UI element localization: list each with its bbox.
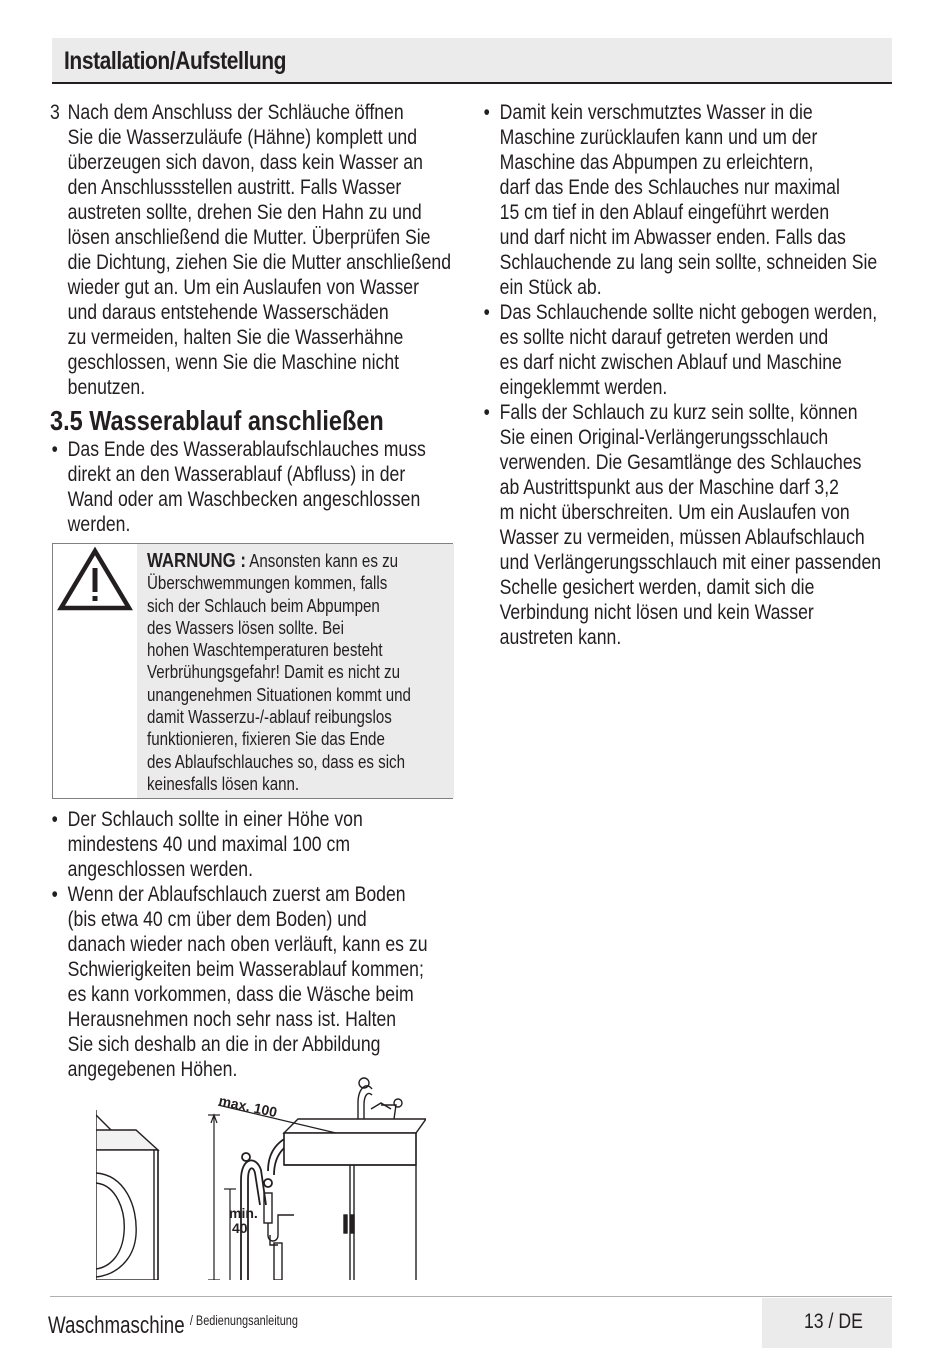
siphon-drawing xyxy=(264,1193,294,1280)
washing-machine-drawing xyxy=(96,1130,158,1280)
section-header-title: Installation/Aufstellung xyxy=(64,47,287,75)
text-line: überzeugen sich davon, dass kein Wasser an xyxy=(67,151,423,174)
text-line: Schwierigkeiten beim Wasserablauf kommen; xyxy=(67,958,424,981)
footer-subtitle: / Bedienungsanleitung xyxy=(189,1312,298,1328)
bullet-dot: • xyxy=(51,438,58,461)
warning-triangle-icon xyxy=(53,544,137,624)
text-line: Schlauchende zu lang sein sollte, schneiden Sie xyxy=(499,251,878,274)
bullet-item xyxy=(482,300,878,400)
step-3 xyxy=(50,100,452,400)
page-number-box xyxy=(762,1298,892,1348)
text-line: Damit kein verschmutztes Wasser in die xyxy=(499,101,813,124)
section-header xyxy=(52,38,892,84)
text-line: direkt an den Wasserablauf (Abfluss) in der xyxy=(67,463,406,486)
text-line: m nicht überschreiten. Um ein Auslaufen von xyxy=(499,501,850,524)
text-line: Verbrühungsgefahr! Damit es nicht zu xyxy=(147,662,400,683)
text-line: des Ablaufschlauches so, dass es sich xyxy=(147,751,406,772)
min-height-value: 40 xyxy=(232,1220,248,1236)
bullet-item xyxy=(50,882,428,1082)
text-line: geschlossen, wenn Sie die Maschine nicht xyxy=(67,351,400,374)
text-line: Sie die Wasserzuläufe (Hähne) komplett und xyxy=(67,126,418,149)
text-line: Falls der Schlauch zu kurz sein sollte, können xyxy=(499,401,858,424)
text-line: Nach dem Anschluss der Schläuche öffnen xyxy=(67,101,404,124)
text-line: sich der Schlauch beim Abpumpen xyxy=(147,595,380,616)
bullet-item xyxy=(50,807,390,882)
text-line: Maschine das Abpumpen zu erleichtern, xyxy=(499,151,814,174)
bullet-item xyxy=(482,400,882,650)
text-line: Sie sich deshalb an die in der Abbildung xyxy=(67,1033,381,1056)
text-line: funktionieren, fixieren Sie das Ende xyxy=(147,729,385,750)
text-line: damit Wasserzu-/-ablauf reibungslos xyxy=(147,707,392,728)
text-line: Schelle gesichert werden, damit sich die xyxy=(499,576,815,599)
step-3-text xyxy=(67,100,452,400)
text-line: und Verlängerungsschlauch mit einer passenden xyxy=(499,551,882,574)
text-line: eingeklemmt werden. xyxy=(499,376,668,399)
max-height-label: max. 100 xyxy=(217,1092,279,1121)
text-line: ein Stück ab. xyxy=(499,276,602,299)
text-line: ab Austrittspunkt aus der Maschine darf 3,2 xyxy=(499,476,839,499)
text-line: die Dichtung, ziehen Sie die Mutter anschließend xyxy=(67,251,452,274)
page-number: 13 / DE xyxy=(804,1310,863,1333)
text-line: den Anschlussstellen austritt. Falls Wasser xyxy=(67,176,402,199)
text-line: lösen anschließend die Mutter. Überprüfen Sie xyxy=(67,226,431,249)
text-line: angegebenen Höhen. xyxy=(67,1058,238,1081)
text-line: Maschine zurücklaufen kann und um der xyxy=(499,126,818,149)
warning-text-area xyxy=(137,544,454,798)
text-line: Das Schlauchende sollte nicht gebogen werden, xyxy=(499,301,878,324)
text-line: angeschlossen werden. xyxy=(67,858,253,881)
text-line: hohen Waschtemperaturen besteht xyxy=(147,640,383,661)
warning-first-line xyxy=(147,550,405,572)
text-line: und darf nicht im Abwasser enden. Falls das xyxy=(499,226,846,249)
bullet-dot: • xyxy=(51,883,58,906)
text-line: Verbindung nicht lösen und kein Wasser xyxy=(499,601,814,624)
text-line: (bis etwa 40 cm über dem Boden) und xyxy=(67,908,367,931)
text-line: Sie einen Original-Verlängerungsschlauch xyxy=(499,426,829,449)
footer-title: Waschmaschine xyxy=(48,1312,185,1339)
text-line: Ansonsten kann es zu xyxy=(249,551,399,571)
drain-hose-illustration xyxy=(96,1075,426,1280)
text-line: Das Ende des Wasserablaufschlauches muss xyxy=(67,438,426,461)
text-line: unangenehmen Situationen kommt und xyxy=(147,684,411,705)
footer-document-title xyxy=(48,1312,298,1348)
left-column xyxy=(50,100,455,1082)
text-line: des Wassers lösen sollte. Bei xyxy=(147,617,344,638)
warning-label: WARNUNG : xyxy=(147,550,246,572)
text-line: wieder gut an. Um ein Auslaufen von Wasser xyxy=(67,276,419,299)
text-line: Wasser zu vermeiden, müssen Ablaufschlauch xyxy=(499,526,865,549)
warning-icon-area xyxy=(53,544,137,798)
right-column xyxy=(482,100,897,650)
warning-text xyxy=(147,550,411,795)
text-line: Überschwemmungen kommen, falls xyxy=(147,573,388,594)
section-heading: 3.5 Wasserablauf anschließen xyxy=(50,405,384,436)
text-line: werden. xyxy=(67,513,131,536)
tap-drawing xyxy=(358,1078,402,1119)
bullet-dot: • xyxy=(51,808,58,831)
min-height-label: min. xyxy=(229,1205,258,1221)
text-line: und daraus entstehende Wasserschäden xyxy=(67,301,389,324)
text-line: danach wieder nach oben verläuft, kann es zu xyxy=(67,933,428,956)
text-line: mindestens 40 und maximal 100 cm xyxy=(67,833,351,856)
text-line: keinesfalls lösen kann. xyxy=(147,773,300,794)
sink-drawing xyxy=(284,1119,426,1280)
bullet-dot: • xyxy=(483,301,490,324)
text-line: es kann vorkommen, dass die Wäsche beim xyxy=(67,983,414,1006)
text-line: austreten kann. xyxy=(499,626,622,649)
step-number: 3 xyxy=(50,101,60,124)
text-line: Herausnehmen noch sehr nass ist. Halten xyxy=(67,1008,397,1031)
bullet-item xyxy=(50,437,426,537)
text-line: es darf nicht zwischen Ablauf und Maschine xyxy=(499,351,842,374)
text-line: benutzen. xyxy=(67,376,146,399)
text-line: verwenden. Die Gesamtlänge des Schlauches xyxy=(499,451,862,474)
bullet-dot: • xyxy=(483,401,490,424)
warning-box xyxy=(52,543,453,799)
text-line: Der Schlauch sollte in einer Höhe von xyxy=(67,808,363,831)
text-line: Wenn der Ablaufschlauch zuerst am Boden xyxy=(67,883,406,906)
text-line: zu vermeiden, halten Sie die Wasserhähne xyxy=(67,326,404,349)
bullet-dot: • xyxy=(483,101,490,124)
text-line: darf das Ende des Schlauches nur maximal xyxy=(499,176,840,199)
text-line: Wand oder am Waschbecken angeschlossen xyxy=(67,488,421,511)
text-line: 15 cm tief in den Ablauf eingeführt werden xyxy=(499,201,830,224)
bullet-item xyxy=(482,100,878,300)
text-line: austreten sollte, drehen Sie den Hahn zu und xyxy=(67,201,422,224)
footer-divider xyxy=(50,1296,892,1297)
text-line: es sollte nicht darauf getreten werden und xyxy=(499,326,829,349)
